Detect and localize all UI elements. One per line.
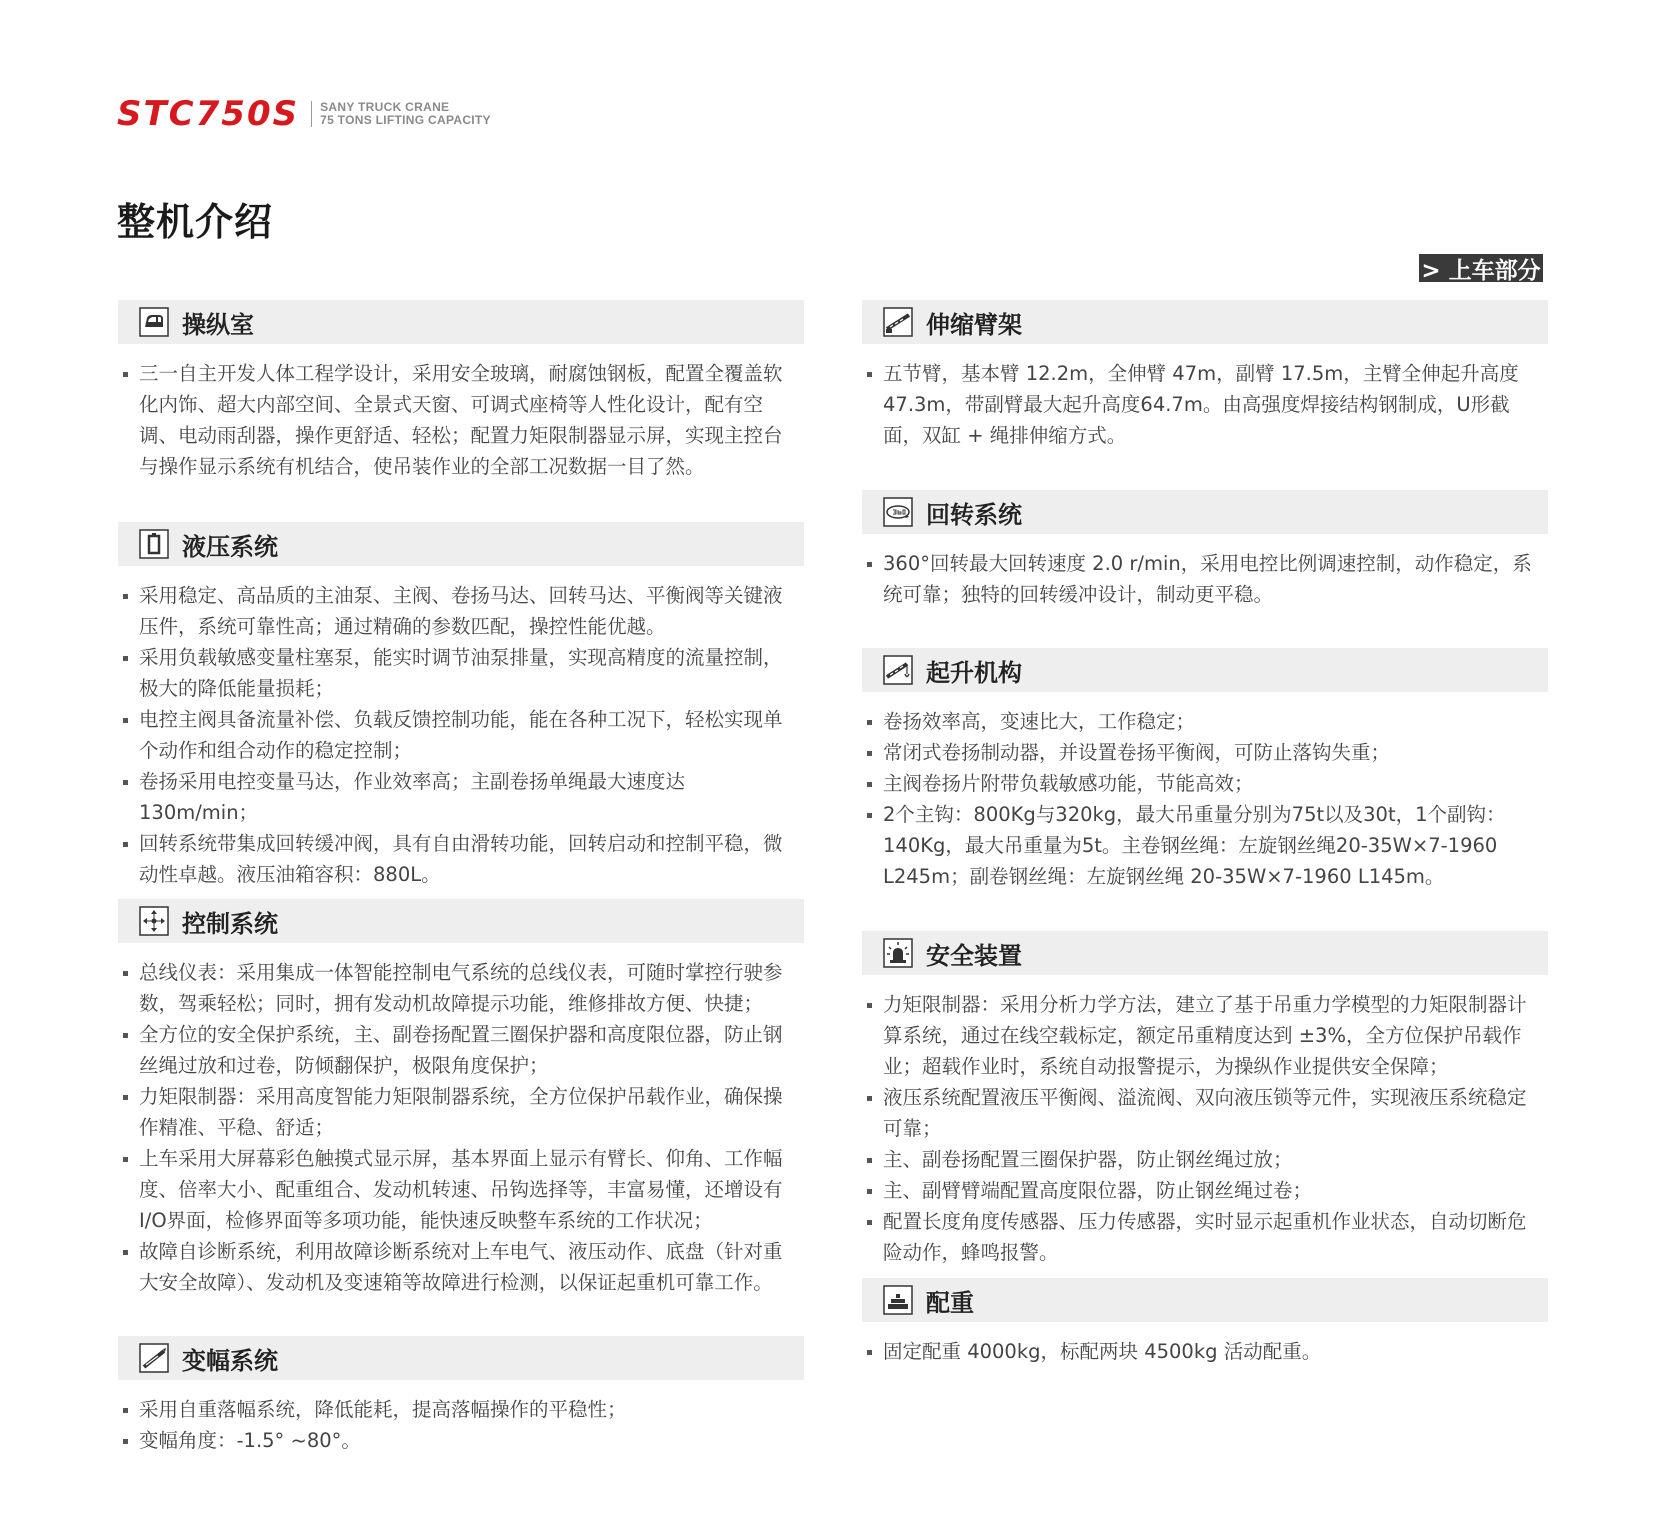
section-header xyxy=(862,1278,1548,1322)
list-item: 采用负载敏感变量柱塞泵，能实时调节油泵排量，实现高精度的流量控制，极大的降低能量损耗； xyxy=(118,642,804,704)
luffing-icon xyxy=(139,1343,169,1373)
hydraulic-icon xyxy=(139,529,169,559)
list-item: 回转系统带集成回转缓冲阀，具有自由滑转功能，回转启动和控制平稳，微动性卓越。液压油箱容积：880L。 xyxy=(118,828,804,890)
list-item: 故障自诊断系统，利用故障诊断系统对上车电气、液压动作、底盘（针对重大安全故障）、发动机及变速箱等故障进行检测，以保证起重机可靠工作。 xyxy=(118,1236,804,1298)
section-control xyxy=(118,899,804,1298)
list-item: 力矩限制器：采用高度智能力矩限制器系统，全方位保护吊载作业，确保操作精准、平稳、舒适； xyxy=(118,1081,804,1143)
list-item: 360°回转最大回转速度 2.0 r/min，采用电控比例调速控制，动作稳定，系统可靠；独特的回转缓冲设计，制动更平稳。 xyxy=(862,548,1548,610)
safety-alarm-icon xyxy=(883,938,913,968)
section-hoist xyxy=(862,648,1548,892)
list-item: 固定配重 4000kg，标配两块 4500kg 活动配重。 xyxy=(862,1336,1548,1367)
section-header xyxy=(118,1336,804,1380)
section-title: 变幅系统 xyxy=(182,1346,278,1375)
list-item: 五节臂，基本臂 12.2m，全伸臂 47m，副臂 17.5m，主臂全伸起升高度 47.3m，带副臂最大起升高度64.7m。由高强度焊接结构钢制成，U形截面，双缸 + 绳排伸缩方式。 xyxy=(862,358,1548,451)
section-title: 操纵室 xyxy=(182,310,254,339)
section-body xyxy=(862,534,1548,610)
list-item: 配置长度角度传感器、压力传感器，实时显示起重机作业状态，自动切断危险动作，蜂鸣报警。 xyxy=(862,1206,1548,1268)
list-item: 采用自重落幅系统，降低能耗，提高落幅操作的平稳性； xyxy=(118,1394,804,1425)
list-item: 上车采用大屏幕彩色触摸式显示屏，基本界面上显示有臂长、仰角、工作幅度、倍率大小、配重组合、发动机转速、吊钩选择等，丰富易懂，还增设有I/O界面，检修界面等多项功能，能快速反映整车系统的工作状况； xyxy=(118,1143,804,1236)
list-item: 总线仪表：采用集成一体智能控制电气系统的总线仪表，可随时掌控行驶参数，驾乘轻松；同时，拥有发动机故障提示功能，维修排故方便、快捷； xyxy=(118,957,804,1019)
hoist-icon xyxy=(883,655,913,685)
section-body xyxy=(862,344,1548,451)
section-body xyxy=(118,344,804,482)
section-title: 起升机构 xyxy=(926,658,1022,687)
section-header xyxy=(862,300,1548,344)
section-body xyxy=(118,566,804,890)
section-slewing xyxy=(862,490,1548,610)
section-title: 控制系统 xyxy=(182,909,278,938)
brand-header xyxy=(117,94,491,134)
section-header xyxy=(862,490,1548,534)
list-item: 电控主阀具备流量补偿、负载反馈控制功能，能在各种工况下，轻松实现单个动作和组合动作的稳定控制； xyxy=(118,704,804,766)
section-counterweight xyxy=(862,1278,1548,1367)
list-item: 主、副卷扬配置三圈保护器，防止钢丝绳过放； xyxy=(862,1144,1548,1175)
section-title: 回转系统 xyxy=(926,500,1022,529)
page-title: 整机介绍 xyxy=(117,200,274,244)
list-item: 变幅角度：-1.5° ~80°。 xyxy=(118,1425,804,1456)
section-body xyxy=(118,1380,804,1456)
section-body xyxy=(862,975,1548,1268)
list-item: 主、副臂臂端配置高度限位器，防止钢丝绳过卷； xyxy=(862,1175,1548,1206)
slewing-360-icon xyxy=(883,497,913,527)
section-body xyxy=(862,692,1548,892)
section-title: 配重 xyxy=(926,1288,974,1317)
section-luffing xyxy=(118,1336,804,1456)
list-item: 常闭式卷扬制动器，并设置卷扬平衡阀，可防止落钩失重； xyxy=(862,737,1548,768)
list-item: 卷扬效率高，变速比大，工作稳定； xyxy=(862,706,1548,737)
section-hydraulic xyxy=(118,522,804,890)
section-safety xyxy=(862,931,1548,1268)
section-body xyxy=(118,943,804,1298)
cab-icon xyxy=(139,307,169,337)
list-item: 主阀卷扬片附带负载敏感功能，节能高效； xyxy=(862,768,1548,799)
section-header xyxy=(118,300,804,344)
section-header xyxy=(118,899,804,943)
list-item: 全方位的安全保护系统，主、副卷扬配置三圈保护器和高度限位器，防止钢丝绳过放和过卷，防倾翻保护，极限角度保护； xyxy=(118,1019,804,1081)
control-icon xyxy=(139,906,169,936)
section-header xyxy=(118,522,804,566)
brand-subtitle-line2: 75 TONS LIFTING CAPACITY xyxy=(320,113,491,127)
section-title: 安全装置 xyxy=(926,941,1022,970)
brand-divider xyxy=(311,101,312,127)
section-tag: > 上车部分 xyxy=(1419,254,1543,282)
section-boom xyxy=(862,300,1548,451)
boom-icon xyxy=(883,307,913,337)
list-item: 三一自主开发人体工程学设计，采用安全玻璃，耐腐蚀钢板，配置全覆盖软化内饰、超大内部空间、全景式天窗、可调式座椅等人性化设计，配有空调、电动雨刮器，操作更舒适、轻松；配置力矩限制器显示屏，实现主控台与操作显示系统有机结合，使吊装作业的全部工况数据一目了然。 xyxy=(118,358,804,482)
brand-model: STC750S xyxy=(117,94,300,134)
list-item: 力矩限制器：采用分析力学方法，建立了基于吊重力学模型的力矩限制器计算系统，通过在线空载标定，额定吊重精度达到 ±3%，全方位保护吊载作业；超载作业时，系统自动报警提示，为操纵作业提供安全保障； xyxy=(862,989,1548,1082)
brand-subtitle-line1: SANY TRUCK CRANE xyxy=(320,100,450,114)
section-header xyxy=(862,931,1548,975)
section-cab xyxy=(118,300,804,482)
section-title: 伸缩臂架 xyxy=(926,310,1022,339)
counterweight-icon xyxy=(883,1285,913,1315)
section-title: 液压系统 xyxy=(182,532,278,561)
list-item: 液压系统配置液压平衡阀、溢流阀、双向液压锁等元件，实现液压系统稳定可靠； xyxy=(862,1082,1548,1144)
list-item: 采用稳定、高品质的主油泵、主阀、卷扬马达、回转马达、平衡阀等关键液压件，系统可靠性高；通过精确的参数匹配，操控性能优越。 xyxy=(118,580,804,642)
list-item: 2个主钩：800Kg与320kg，最大吊重量分别为75t以及30t，1个副钩：140Kg，最大吊重量为5t。主卷钢丝绳：左旋钢丝绳20-35W×7-1960 L245m；副卷钢丝绳：左旋钢丝绳 20-35W×7-1960 L145m。 xyxy=(862,799,1548,892)
list-item: 卷扬采用电控变量马达，作业效率高；主副卷扬单绳最大速度达 130m/min； xyxy=(118,766,804,828)
section-header xyxy=(862,648,1548,692)
brand-subtitle xyxy=(320,101,491,127)
section-body xyxy=(862,1322,1548,1367)
